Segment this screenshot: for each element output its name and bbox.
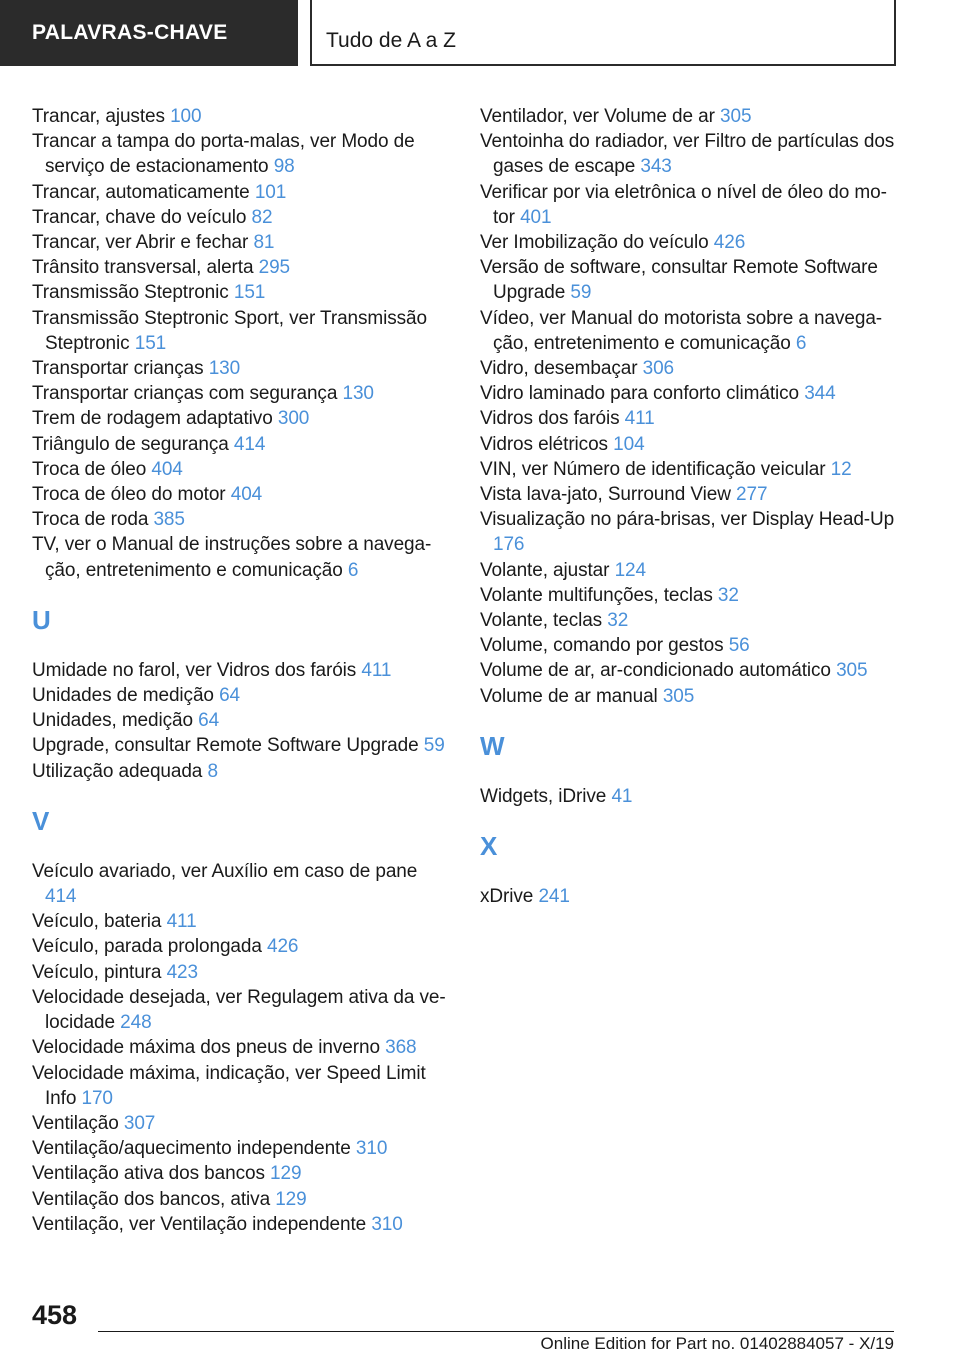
page-reference-link[interactable]: 310	[355, 1138, 388, 1160]
index-entry-text: Transportar crianças com segurança	[32, 383, 338, 405]
index-entry-text: Veículo, bateria	[32, 911, 162, 933]
index-entry-text: Trancar, chave do veículo	[32, 206, 247, 228]
index-entry	[480, 583, 900, 608]
page-reference-link[interactable]: 295	[258, 257, 291, 279]
index-entry	[32, 934, 452, 959]
index-entry	[480, 507, 900, 557]
index-letter-heading: U	[32, 604, 51, 635]
page-reference-link[interactable]: 401	[520, 206, 552, 228]
index-entry-text: Ver Imobilização do veículo	[480, 232, 709, 254]
page-reference-link[interactable]: 151	[134, 332, 167, 354]
index-entry	[32, 1161, 452, 1186]
index-entry-text: Trânsito transversal, alerta	[32, 257, 254, 279]
index-entry	[32, 960, 452, 985]
index-entry	[480, 356, 900, 381]
page-reference-link[interactable]: 426	[267, 936, 299, 958]
index-entry-text: Volume de ar, ar-condicionado automático	[480, 660, 831, 682]
index-column-left	[32, 104, 452, 1237]
page-header	[0, 0, 960, 66]
index-entry	[32, 507, 452, 532]
index-entry-text: Veículo, pintura	[32, 961, 162, 983]
index-column-right	[480, 104, 900, 909]
page-reference-link[interactable]: 82	[251, 206, 273, 228]
index-entry	[480, 884, 900, 909]
index-entry	[32, 381, 452, 406]
footer-divider	[98, 1331, 894, 1332]
index-entry	[480, 482, 900, 507]
index-entry-text: VIN, ver Número de identificação veicular	[480, 458, 826, 480]
index-entry	[32, 532, 452, 582]
edition-note: Online Edition for Part no. 01402884057 - X/19	[540, 1334, 894, 1353]
index-entry	[480, 608, 900, 633]
page-reference-link[interactable]: 368	[385, 1037, 417, 1059]
index-entry-text: Ventilação	[32, 1112, 119, 1134]
index-entry	[480, 684, 900, 709]
page-reference-link[interactable]: 176	[493, 534, 525, 556]
index-entry	[32, 1187, 452, 1212]
page-reference-link[interactable]: 344	[804, 383, 836, 405]
index-entry-text: Unidades, medição	[32, 710, 193, 732]
index-entry-text: Troca de óleo do motor	[32, 484, 226, 506]
page-reference-link[interactable]: 100	[170, 106, 202, 127]
index-entry-text: Unidades de medição	[32, 685, 214, 707]
index-entry-text: Ventoinha do radiador, ver Filtro de partículas dos gases de escape	[480, 131, 895, 178]
index-entry-text: Visualização no pára-brisas, ver Display Head-Up	[480, 509, 895, 531]
index-entry	[32, 255, 452, 280]
index-entry	[32, 1136, 452, 1161]
index-entry	[32, 482, 452, 507]
page-reference-link[interactable]: 98	[273, 156, 295, 178]
index-entry	[480, 633, 900, 658]
index-entry-text: Vidro, desembaçar	[480, 358, 638, 380]
page-reference-link[interactable]: 81	[253, 232, 275, 254]
index-entry-text: Velocidade máxima dos pneus de inverno	[32, 1037, 380, 1059]
page-reference-link[interactable]: 411	[361, 659, 392, 681]
page-reference-link[interactable]: 8	[207, 760, 218, 782]
page-reference-link[interactable]: 101	[254, 181, 287, 203]
index-entry	[32, 1061, 452, 1111]
index-entry-text: Umidade no farol, ver Vidros dos faróis	[32, 659, 357, 681]
page-number: 458	[32, 1300, 78, 1330]
index-entry	[32, 306, 452, 356]
index-entry	[480, 784, 900, 809]
page-reference-link[interactable]: 404	[230, 484, 263, 506]
index-entry-text: Vídeo, ver Manual do motorista sobre a navegação, entretenimento e comunicação	[480, 307, 883, 354]
page-reference-link[interactable]: 130	[342, 383, 374, 405]
index-entry	[480, 104, 900, 129]
index-entry-text: Veículo avariado, ver Auxílio em caso de pane	[32, 860, 418, 882]
page-reference-link[interactable]: 426	[713, 232, 746, 254]
page-reference-link[interactable]: 32	[607, 610, 629, 632]
index-entry	[32, 658, 452, 683]
index-entry-text: Transmissão Steptronic	[32, 282, 229, 304]
index-entry	[32, 985, 452, 1035]
index-entry-text: TV, ver o Manual de instruções sobre a navegação, entretenimento e comunicação	[32, 534, 432, 581]
index-entry-text: Trem de rodagem adaptativo	[32, 408, 273, 430]
index-entry-text: Velocidade máxima, indicação, ver Speed Limit Info	[32, 1062, 426, 1109]
page-reference-link[interactable]: 343	[640, 156, 672, 178]
page-reference-link[interactable]: 305	[662, 685, 695, 707]
index-entry	[32, 356, 452, 381]
index-entry-text: Volante, teclas	[480, 610, 603, 632]
index-entry-text: Utilização adequada	[32, 760, 203, 782]
index-entry-text: Volante, ajustar	[480, 559, 610, 581]
index-entry-text: Vidros elétricos	[480, 433, 608, 455]
page-reference-link[interactable]: 307	[123, 1112, 156, 1134]
index-entry	[480, 180, 900, 230]
index-entry	[32, 230, 452, 255]
index-entry	[32, 1111, 452, 1136]
index-entry	[32, 1212, 452, 1237]
index-entry	[32, 406, 452, 431]
index-entry-text: Troca de óleo	[32, 458, 147, 480]
index-entry	[480, 658, 900, 683]
page-reference-link[interactable]: 306	[642, 358, 675, 380]
index-entry	[480, 381, 900, 406]
index-entry	[480, 432, 900, 457]
page-reference-link[interactable]: 248	[120, 1012, 152, 1034]
index-entry	[32, 432, 452, 457]
index-entry-text: Vista lava-jato, Surround View	[480, 484, 731, 506]
page-reference-link[interactable]: 423	[166, 961, 198, 983]
index-letter-heading: V	[32, 805, 50, 836]
index-letter-heading: W	[480, 730, 505, 761]
page-reference-link[interactable]: 385	[153, 509, 185, 531]
index-entry-text: Troca de roda	[32, 509, 149, 531]
page-reference-link[interactable]: 300	[277, 408, 310, 430]
page-reference-link[interactable]: 305	[720, 106, 752, 127]
index-entry-text: Trancar, ver Abrir e fechar	[32, 232, 249, 254]
index-entry-text: Volante multifunções, teclas	[480, 584, 713, 606]
page-reference-link[interactable]: 64	[198, 710, 220, 732]
page-reference-link[interactable]: 170	[81, 1087, 113, 1109]
index-entry-text: Veículo, parada prolongada	[32, 936, 262, 958]
index-entry	[32, 708, 452, 733]
page-reference-link[interactable]: 56	[728, 635, 750, 657]
index-entry	[32, 180, 452, 205]
index-entry	[480, 129, 900, 179]
index-entry	[480, 457, 900, 482]
index-entry-text: Ventilador, ver Volume de ar	[480, 106, 715, 127]
index-entry-text: Ventilação ativa dos bancos	[32, 1163, 265, 1185]
index-entry	[480, 230, 900, 255]
index-entry	[480, 306, 900, 356]
index-entry	[32, 205, 452, 230]
page-reference-link[interactable]: 6	[795, 332, 807, 354]
page-reference-link[interactable]: 41	[611, 785, 633, 807]
section-tab: PALAVRAS-CHAVE	[0, 0, 298, 66]
index-letter-heading: X	[480, 831, 498, 862]
index-entry-text: Triângulo de segurança	[32, 433, 229, 455]
page-reference-link[interactable]: 64	[219, 685, 241, 707]
page-reference-link[interactable]: 129	[275, 1188, 307, 1210]
index-entry	[32, 859, 452, 909]
page-reference-link[interactable]: 59	[570, 282, 592, 304]
index-entry	[480, 406, 900, 431]
index-entry	[32, 733, 452, 758]
index-entry-text: Vidros dos faróis	[480, 408, 620, 430]
page-reference-link[interactable]: 241	[538, 886, 570, 908]
index-entry-text: Upgrade, consultar Remote Software Upgrade	[32, 735, 419, 757]
page-reference-link[interactable]: 130	[208, 358, 241, 380]
index-entry	[32, 1035, 452, 1060]
index-entry-text: Versão de software, consultar Remote Software Upgrade	[480, 257, 878, 304]
index-entry-text: Volume de ar manual	[480, 685, 658, 707]
index-entry-text: Transportar crianças	[32, 358, 204, 380]
index-entry	[32, 457, 452, 482]
index-entry-text: Widgets, iDrive	[480, 785, 607, 807]
page-reference-link[interactable]: 414	[233, 433, 266, 455]
index-entry	[32, 129, 452, 179]
page-reference-link[interactable]: 32	[717, 584, 739, 606]
index-entry	[32, 759, 452, 784]
index-entry-text: Trancar a tampa do porta-malas, ver Modo de serviço de estacionamento	[32, 131, 415, 178]
page-reference-link[interactable]: 6	[347, 559, 359, 581]
index-entry	[32, 280, 452, 305]
index-entry	[32, 683, 452, 708]
page-reference-link[interactable]: 59	[423, 735, 445, 757]
index-entry	[480, 558, 900, 583]
index-entry-text: Ventilação, ver Ventilação independente	[32, 1213, 367, 1235]
index-entry-text: Transmissão Steptronic Sport, ver Transmissão Steptronic	[32, 307, 427, 354]
index-entry-text: Velocidade desejada, ver Regulagem ativa da velocidade	[32, 986, 446, 1034]
page-reference-link[interactable]: 277	[736, 484, 768, 506]
page-reference-link[interactable]: 404	[151, 458, 183, 480]
index-entry-text: Ventilação/aquecimento independente	[32, 1138, 351, 1160]
index-entry-text: Volume, comando por gestos	[480, 635, 724, 657]
index-entry	[480, 255, 900, 305]
page-reference-link[interactable]: 310	[371, 1213, 403, 1235]
index-entry-text: Trancar, automaticamente	[32, 181, 250, 203]
index-entry-text: Vidro laminado para conforto climático	[480, 383, 800, 405]
index-entry-text: Ventilação dos bancos, ativa	[32, 1188, 271, 1210]
page-reference-link[interactable]: 414	[45, 886, 77, 908]
page-reference-link[interactable]: 411	[166, 911, 197, 933]
index-entry	[32, 909, 452, 934]
page-reference-link[interactable]: 124	[614, 559, 646, 581]
page-reference-link[interactable]: 129	[270, 1163, 302, 1185]
index-entry	[32, 104, 452, 129]
index-entry-text: Verificar por via eletrônica o nível de óleo do motor	[480, 181, 887, 228]
index-entry-text: Trancar, ajustes	[32, 106, 165, 127]
page-reference-link[interactable]: 151	[233, 282, 266, 304]
page-reference-link[interactable]: 12	[830, 458, 852, 480]
page-reference-link[interactable]: 305	[836, 660, 868, 682]
page-reference-link[interactable]: 411	[624, 408, 655, 430]
page-reference-link[interactable]: 104	[613, 433, 645, 455]
index-entry-text: xDrive	[480, 886, 534, 908]
chapter-title: Tudo de A a Z	[310, 0, 896, 66]
